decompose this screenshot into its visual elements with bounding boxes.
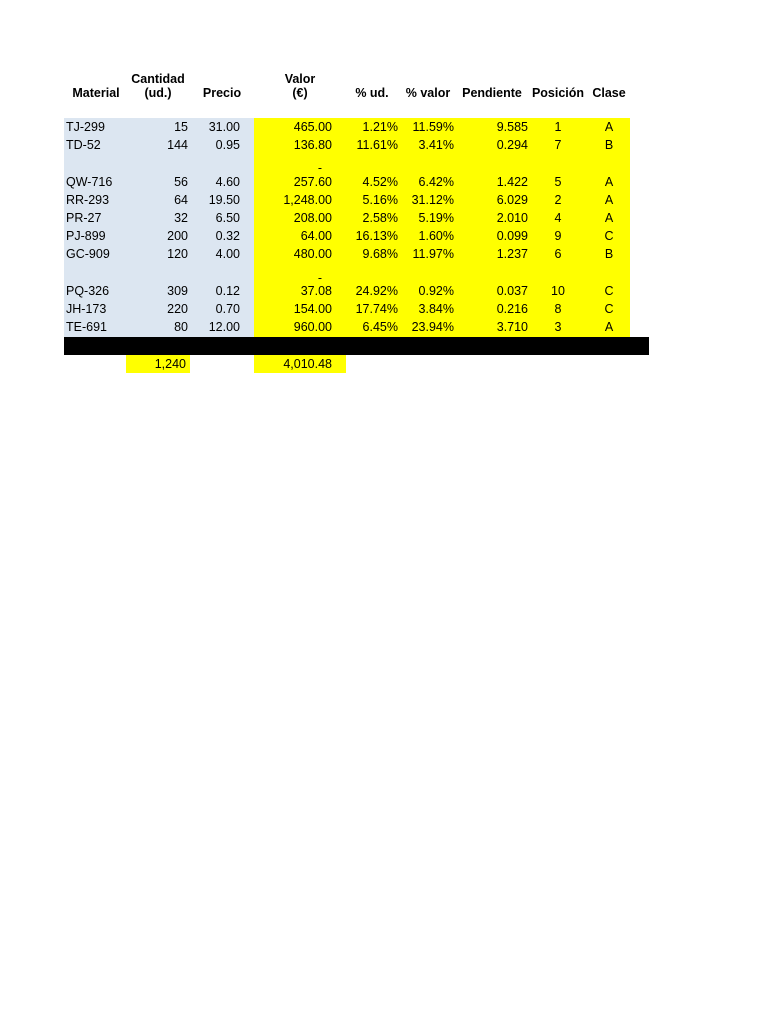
cell-clase: A bbox=[604, 211, 614, 225]
header-pendiente bbox=[458, 86, 526, 100]
cell-posicion: 1 bbox=[554, 120, 562, 134]
cell-valor: 960.00 bbox=[293, 320, 332, 335]
cell-cantidad bbox=[126, 264, 188, 282]
cell-posicion bbox=[538, 264, 578, 282]
cell-posicion: 9 bbox=[554, 229, 562, 244]
table-row bbox=[0, 136, 768, 154]
cell-material: PQ-326 bbox=[66, 283, 110, 298]
cell-precio: 4.60 bbox=[215, 174, 240, 189]
cell-posicion: 2 bbox=[554, 192, 562, 207]
header-cantidad bbox=[126, 72, 190, 100]
cell-valor: 465.00 bbox=[293, 120, 332, 134]
table-row bbox=[0, 245, 768, 263]
cell-pendiente: 1.422 bbox=[496, 174, 528, 189]
cell-precio: 19.50 bbox=[208, 192, 240, 207]
cell-pendiente: 9.585 bbox=[496, 120, 528, 134]
black-separator-bar bbox=[64, 337, 649, 355]
cell-pendiente: 1.237 bbox=[496, 247, 528, 262]
cell-pendiente: 6.029 bbox=[496, 192, 528, 207]
cell-pendiente: 0.216 bbox=[496, 302, 528, 316]
header-clase bbox=[588, 86, 630, 100]
header-pct-ud-label: % ud. bbox=[355, 86, 389, 100]
cell-posicion bbox=[538, 154, 578, 172]
total-valor: 4,010.48 bbox=[283, 357, 332, 371]
cell-pct-ud: 11.61% bbox=[356, 138, 398, 153]
header-material bbox=[66, 86, 126, 100]
header-cantidad-line2: (ud.) bbox=[144, 86, 172, 100]
header-precio-label: Precio bbox=[202, 86, 242, 100]
header-valor-line1: Valor bbox=[284, 72, 316, 86]
header-cantidad-line1: Cantidad bbox=[131, 72, 185, 86]
cell-pct-valor: 3.41% bbox=[418, 138, 454, 153]
cell-clase: C bbox=[604, 229, 614, 244]
table-row bbox=[0, 154, 768, 176]
cell-pendiente: 0.037 bbox=[496, 283, 528, 298]
cell-material: TD-52 bbox=[66, 138, 101, 153]
cell-precio: 0.95 bbox=[215, 138, 240, 153]
header-pct-valor-label: % valor bbox=[405, 86, 451, 100]
table-row bbox=[0, 191, 768, 209]
cell-pct-ud: 1.21% bbox=[362, 120, 398, 134]
cell-cantidad: 64 bbox=[174, 192, 188, 207]
cell-pct-valor: 3.84% bbox=[418, 302, 454, 316]
header-clase-label: Clase bbox=[592, 86, 626, 100]
header-pct-ud bbox=[346, 86, 398, 100]
cell-posicion: 6 bbox=[554, 247, 562, 262]
cell-cantidad: 56 bbox=[174, 174, 188, 189]
cell-precio: 12.00 bbox=[208, 320, 240, 335]
cell-material: GC-909 bbox=[66, 247, 110, 262]
cell-posicion: 3 bbox=[554, 320, 562, 335]
cell-valor: 154.00 bbox=[293, 302, 332, 316]
cell-clase: A bbox=[604, 320, 614, 335]
cell-material: PR-27 bbox=[66, 211, 102, 225]
cell-pendiente: 2.010 bbox=[496, 211, 528, 225]
cell-material: TJ-299 bbox=[66, 120, 105, 134]
cell-clase: A bbox=[604, 192, 614, 207]
table-row bbox=[0, 118, 768, 136]
cell-pendiente bbox=[466, 264, 528, 282]
cell-pct-ud bbox=[340, 154, 398, 172]
cell-cantidad: 309 bbox=[167, 283, 188, 298]
cell-posicion: 4 bbox=[554, 211, 562, 225]
cell-clase: B bbox=[604, 138, 614, 153]
table-row bbox=[0, 300, 768, 318]
cell-valor: 257.60 bbox=[293, 174, 332, 189]
table-row bbox=[0, 264, 768, 285]
cell-pct-ud: 4.52% bbox=[362, 174, 398, 189]
cell-pct-valor: 11.97% bbox=[412, 247, 454, 262]
cell-cantidad: 80 bbox=[174, 320, 188, 335]
table-row bbox=[0, 227, 768, 245]
cell-pct-ud: 6.45% bbox=[362, 320, 398, 335]
header-precio bbox=[196, 86, 248, 100]
cell-pct-valor: 31.12% bbox=[411, 192, 454, 207]
cell-valor: 1,248.00 bbox=[283, 192, 332, 207]
cell-cantidad: 144 bbox=[167, 138, 188, 153]
header-valor-line2: (€) bbox=[292, 86, 308, 100]
cell-clase bbox=[590, 264, 628, 282]
cell-precio: 0.12 bbox=[215, 283, 240, 298]
cell-pct-ud: 5.16% bbox=[362, 192, 398, 207]
cell-pct-valor bbox=[398, 154, 454, 172]
cell-pct-ud: 24.92% bbox=[355, 283, 398, 298]
cell-precio: 31.00 bbox=[208, 120, 240, 134]
cell-posicion: 8 bbox=[554, 302, 562, 316]
total-valor-cell bbox=[254, 355, 346, 373]
total-cantidad: 1,240 bbox=[154, 357, 186, 371]
cell-clase: B bbox=[604, 247, 614, 262]
cell-precio bbox=[190, 264, 240, 282]
cell-clase: C bbox=[604, 283, 614, 298]
header-posicion-label: Posición bbox=[531, 86, 585, 100]
cell-cantidad: 120 bbox=[167, 247, 188, 262]
cell-pendiente: 0.099 bbox=[496, 229, 528, 244]
cell-pct-ud: 2.58% bbox=[362, 211, 398, 225]
cell-material: RR-293 bbox=[66, 192, 110, 207]
cell-pendiente: 3.710 bbox=[496, 320, 528, 335]
cell-material bbox=[66, 264, 126, 282]
cell-material: TE-691 bbox=[66, 320, 107, 335]
cell-cantidad: 32 bbox=[174, 211, 188, 225]
cell-valor: 480.00 bbox=[293, 247, 332, 262]
cell-valor: - bbox=[317, 270, 322, 285]
cell-pendiente: 0.294 bbox=[496, 138, 528, 153]
cell-cantidad: 200 bbox=[167, 229, 188, 244]
header-posicion bbox=[530, 86, 586, 100]
cell-precio: 6.50 bbox=[215, 211, 240, 225]
cell-pct-ud bbox=[340, 264, 398, 282]
total-cantidad-cell bbox=[126, 355, 190, 373]
cell-precio: 0.70 bbox=[215, 302, 240, 316]
cell-precio: 4.00 bbox=[215, 247, 240, 262]
cell-pct-valor: 6.42% bbox=[418, 174, 454, 189]
cell-pct-valor bbox=[398, 264, 454, 282]
cell-posicion: 10 bbox=[551, 283, 565, 298]
cell-valor: - bbox=[317, 161, 322, 176]
cell-pct-valor: 23.94% bbox=[411, 320, 454, 335]
cell-cantidad: 15 bbox=[174, 120, 188, 134]
header-material-label: Material bbox=[72, 86, 120, 100]
header-pendiente-label: Pendiente bbox=[462, 86, 522, 100]
cell-valor: 37.08 bbox=[300, 283, 332, 298]
cell-pct-ud: 9.68% bbox=[362, 247, 398, 262]
cell-material: JH-173 bbox=[66, 302, 107, 316]
cell-pendiente bbox=[466, 154, 528, 172]
cell-pct-valor: 11.59% bbox=[412, 120, 454, 134]
cell-precio bbox=[190, 154, 240, 172]
cell-pct-ud: 16.13% bbox=[355, 229, 398, 244]
cell-material: QW-716 bbox=[66, 174, 113, 189]
table-row bbox=[0, 173, 768, 191]
cell-material: PJ-899 bbox=[66, 229, 106, 244]
cell-clase: C bbox=[604, 302, 614, 316]
table-row bbox=[0, 282, 768, 300]
cell-posicion: 5 bbox=[554, 174, 562, 189]
cell-posicion: 7 bbox=[554, 138, 562, 153]
cell-pct-valor: 1.60% bbox=[418, 229, 454, 244]
cell-pct-valor: 5.19% bbox=[418, 211, 454, 225]
cell-clase: A bbox=[604, 174, 614, 189]
cell-clase: A bbox=[604, 120, 614, 134]
table-row bbox=[0, 209, 768, 227]
table-row bbox=[0, 318, 768, 336]
cell-valor: 136.80 bbox=[293, 138, 332, 153]
cell-clase bbox=[590, 154, 628, 172]
header-pct-valor bbox=[400, 86, 456, 100]
cell-material bbox=[66, 154, 126, 172]
cell-cantidad bbox=[126, 154, 188, 172]
cell-cantidad: 220 bbox=[167, 302, 188, 316]
header-valor bbox=[270, 72, 330, 100]
cell-valor: 208.00 bbox=[293, 211, 332, 225]
cell-valor: 64.00 bbox=[300, 229, 332, 244]
cell-pct-ud: 17.74% bbox=[355, 302, 398, 316]
cell-pct-valor: 0.92% bbox=[418, 283, 454, 298]
cell-precio: 0.32 bbox=[215, 229, 240, 244]
